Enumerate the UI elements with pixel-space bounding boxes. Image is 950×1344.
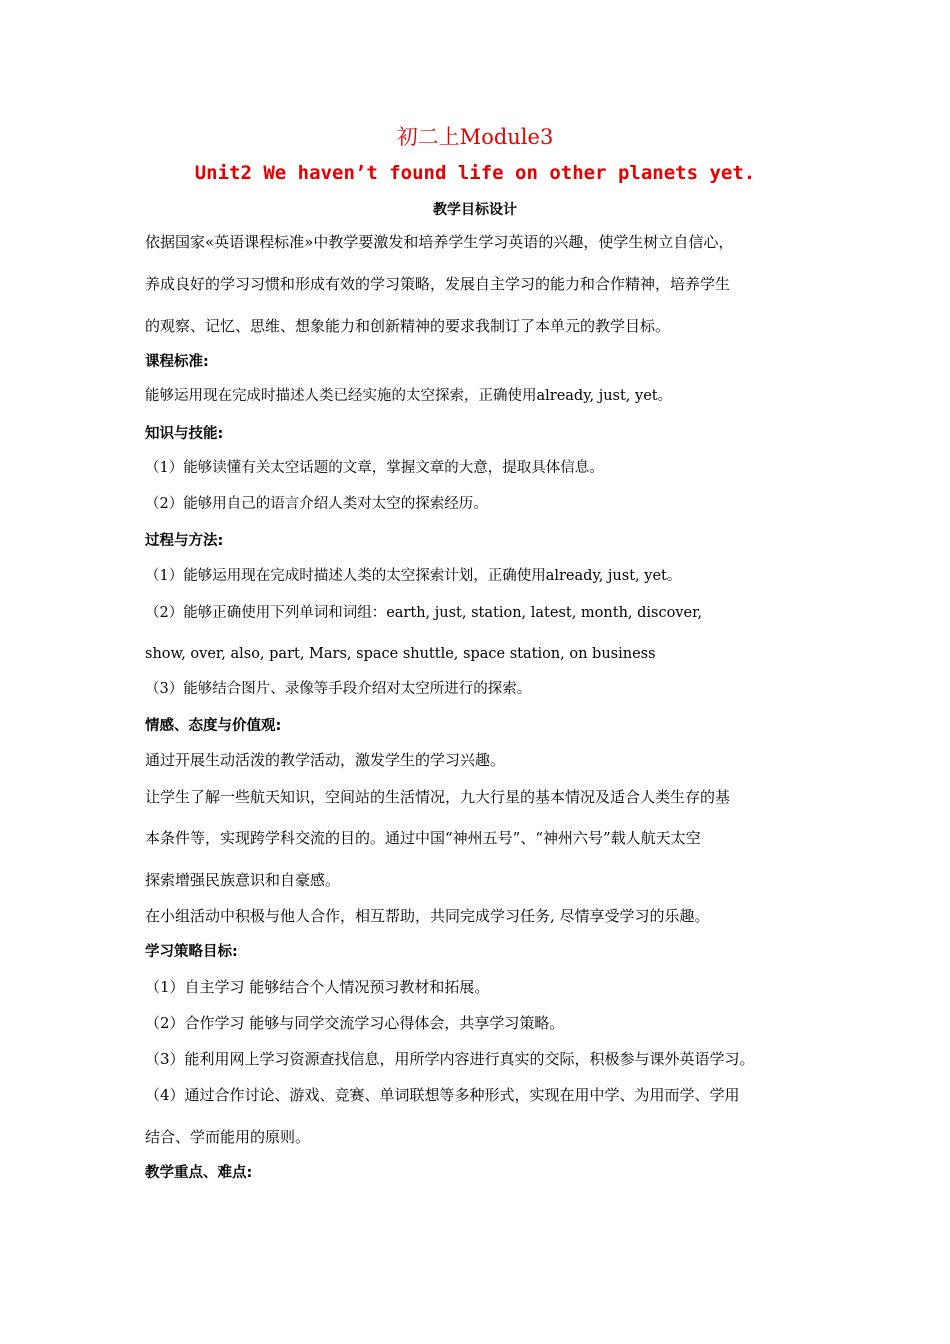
intro-line: 依据国家«英语课程标准»中教学要激发和培养学生学习英语的兴趣，使学生树立自信心， [145,233,734,251]
knowledge-item: （1）能够读懂有关太空话题的文章，掌握文章的大意，提取具体信息。 [145,460,604,476]
knowledge-heading: 知识与技能: [145,426,224,442]
process-heading: 过程与方法: [145,533,224,549]
intro-line: 养成良好的学习习惯和形成有效的学习策略，发展自主学习的能力和合作精神，培养学生 [145,275,731,293]
document-title: 初二上Module3 [396,125,554,149]
strategy-item: （2）合作学习 能够与同学交流学习心得体会，共享学习策略。 [145,1014,565,1032]
emotion-item: 探索增强民族意识和自豪感。 [145,871,341,889]
process-item: （3）能够结合图片、录像等手段介绍对太空所进行的探索。 [145,681,532,697]
process-item: show, over, also, part, Mars, space shuttle, space station, on business [145,646,656,662]
emotion-item: 本条件等，实现跨学科交流的目的。通过中国“神州五号”、“神州六号”载人航天太空 [145,829,701,847]
emotion-item: 在小组活动中积极与他人合作，相互帮助，共同完成学习任务, 尽情享受学习的乐趣。 [145,907,710,925]
strategy-item: 结合、学而能用的原则。 [145,1128,311,1146]
strategy-heading: 学习策略目标: [145,944,238,960]
emotion-heading: 情感、态度与价值观: [145,718,282,734]
curriculum-heading: 课程标准: [145,354,209,370]
section-title: 教学目标设计 [433,202,517,218]
process-item: （1）能够运用现在完成时描述人类的太空探索计划，正确使用already, just, yet。 [145,568,682,584]
strategy-item: （1）自主学习 能够结合个人情况预习教材和拓展。 [145,978,490,996]
curriculum-text: 能够运用现在完成时描述人类已经实施的太空探索，正确使用already, just, yet。 [145,388,673,404]
strategy-item: （4）通过合作讨论、游戏、竞赛、单词联想等多种形式，实现在用中学、为用而学、学用 [145,1086,740,1104]
emotion-item: 通过开展生动活泼的教学活动，激发学生的学习兴趣。 [145,751,506,769]
document-subtitle: Unit2 We haven’t found life on other planets yet. [194,162,756,184]
emotion-item: 让学生了解一些航天知识，空间站的生活情况，九大行星的基本情况及适合人类生存的基 [145,788,731,806]
focus-heading: 教学重点、难点: [145,1165,253,1181]
knowledge-item: （2）能够用自己的语言介绍人类对太空的探索经历。 [145,496,488,512]
strategy-item: （3）能利用网上学习资源查找信息，用所学内容进行真实的交际，积极参与课外英语学习。 [145,1050,755,1068]
intro-line: 的观察、记忆、思维、想象能力和创新精神的要求我制订了本单元的教学目标。 [145,317,671,335]
process-item: （2）能够正确使用下列单词和词组：earth, just, station, latest, month, discover, [145,605,703,621]
